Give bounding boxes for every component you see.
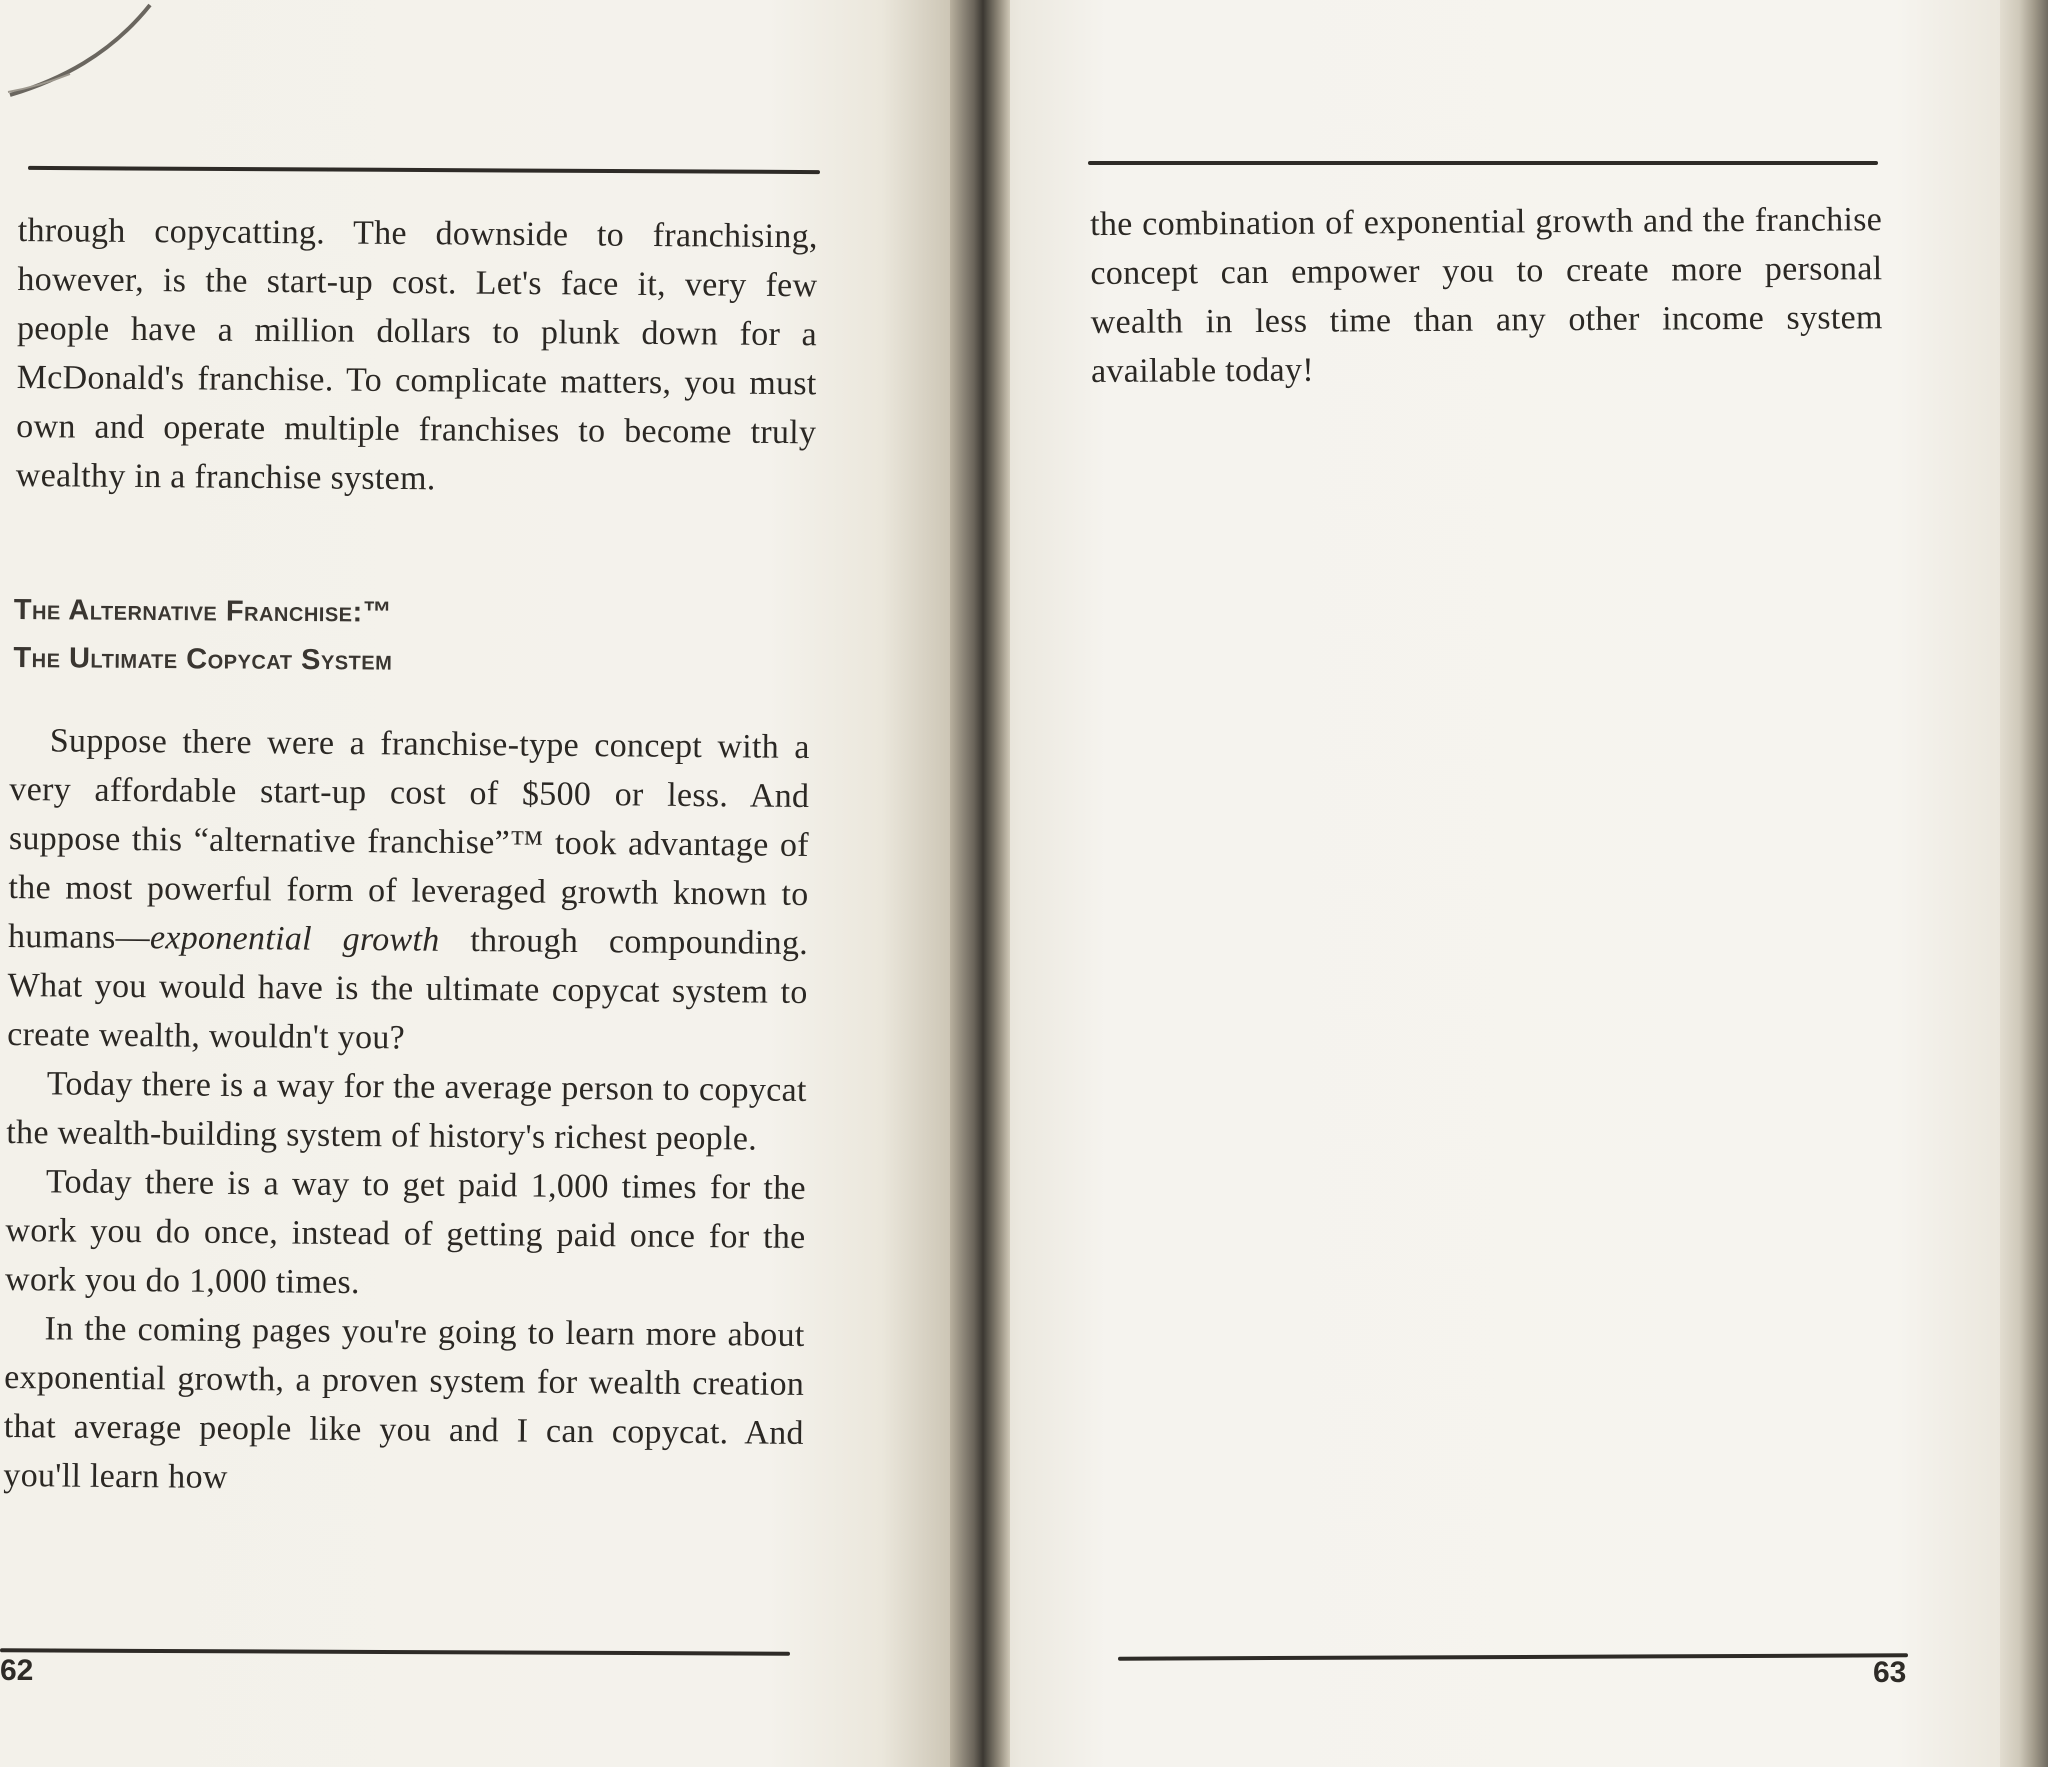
heading-line-1: The Alternative Franchise:™ [13,593,393,629]
right-top-rule [1088,161,1878,165]
corner-pencil-mark [0,0,170,110]
book-gutter [950,0,1010,1767]
left-body-text [3,716,810,1507]
para1-italic: exponential growth [149,919,440,959]
body-paragraph-2: Today there is a way for the average person to copycat the wealth-building system of history's richest people. [6,1065,807,1158]
body-paragraph-3: Today there is a way to get paid 1,000 times for the work you do once, instead of getting paid once for the work you do 1,000 times. [4,1163,807,1302]
heading-line-2: The Ultimate Copycat System [13,641,393,677]
page-number-right: 63 [1873,1656,1907,1689]
section-heading [13,586,714,687]
body-paragraph-4: In the coming pages you're going to learn more about exponential growth, a proven system for wealth creation that average people like you and I can copycat. And you'll learn how [3,1310,805,1496]
page-edge [2000,0,2048,1767]
page-number-left: 62 [0,1654,34,1687]
body-paragraph-1 [7,716,810,1066]
para1-text-b: through compounding. What you would have is the ultimate copycat system to create wealth, wouldn't you? [7,921,809,1057]
right-paragraph-text: the combination of exponential growth and the franchise concept can empower you to create more personal wealth in less time than any other income system available today! [1090,201,1883,390]
left-paragraph-text: through copycatting. The downside to franchising, however, is the start-up cost. Let's face it, very few people have a million dollars to plunk down for a McDonald's franchise. To complicate matters, you must own and operate multiple franchises to become truly wealthy in a franchise system. [15,211,818,498]
right-paragraph [1090,195,1883,396]
left-top-paragraph [16,206,818,506]
para1-text-a: Suppose there were a franchise-type concept with a very affordable start-up cost of $500 or less. And suppose this “alternative franchise”™ took advantage of the most powerful form of leveraged growth known to humans— [7,722,810,957]
